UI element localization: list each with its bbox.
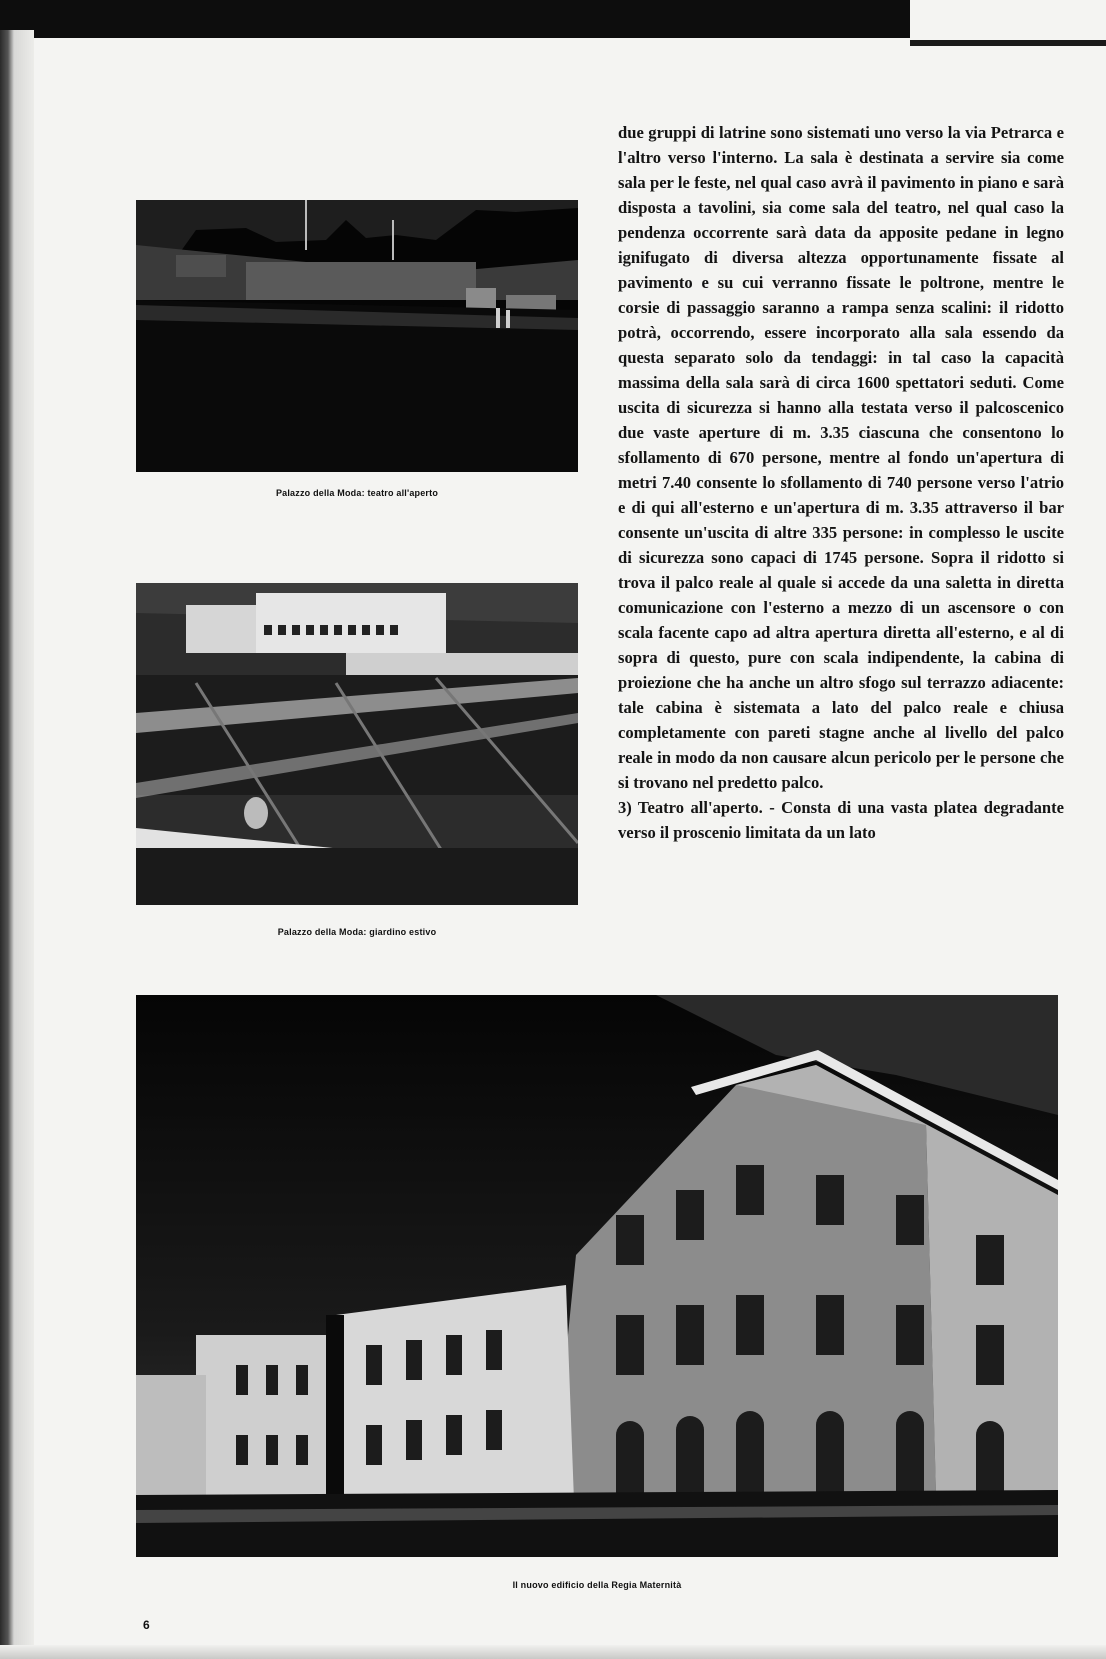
photo-teatro-aperto xyxy=(136,200,578,472)
article-paragraph-2: 3) Teatro all'aperto. - Consta di una vasta platea degradante verso il proscenio limitata da un lato xyxy=(618,798,1064,842)
page-top-border-right xyxy=(910,40,1106,46)
article-text xyxy=(618,120,1064,845)
caption-photo2: Palazzo della Moda: giardino estivo xyxy=(277,927,437,937)
page-bottom-edge xyxy=(0,1645,1106,1659)
page-top-border xyxy=(0,0,910,38)
caption-photo3: Il nuovo edificio della Regia Maternità xyxy=(512,1580,682,1590)
article-paragraph-1: due gruppi di latrine sono sistemati uno verso la via Petrarca e l'altro verso l'interno. La sala è destinata a servire sia come sala per le feste, nel qual caso avrà il pavimento in piano e sarà disposta a tavolini, sia come sala del teatro, nel qual caso la pendenza occorrente sarà data da apposite pedane in legno ignifugato di diversa altezza opportunamente fissate al pavimento e su cui verranno fissate le poltrone, mentre le corsie di passaggio saranno a rampa senza scalini: il ridotto potrà, occorrendo, essere incorporato alla sala essendo da questa separato solo da tendaggi: in tal caso la capacità massima della sala sarà di circa 1600 spettatori seduti. Come uscita di sicurezza si hanno alla testata verso il palcoscenico due vaste aperture di m. 3.35 ciascuna che consentono lo sfollamento di 670 persone, mentre al fondo un'apertura di metri 7.40 consente lo sfollamento di 740 persone verso l'atrio e di qui all'esterno e un'apertura di m. 3.35 attraverso il bar consente un'uscita di altre 335 persone: in complesso le uscite di sicurezza sono capaci di 1745 persone. Sopra il ridotto si trova il palco reale al quale si accede da una saletta in diretta comunicazione con l'esterno a mezzo di un ascensore o con scala facente capo ad altra apertura diretta all'esterno, e al di sopra di questo, pure con scala indipendente, la cabina di proiezione che ha anche un altro sfogo sul terrazzo adiacente: tale cabina è sistemata a lato del palco reale e chiusa completamente con pareti stagne anche al livello del palco reale in modo da non causare alcun pericolo per le persone che si trovano nel predetto palco. xyxy=(618,123,1064,792)
page-left-edge xyxy=(0,30,34,1659)
page-number: 6 xyxy=(143,1618,150,1632)
photo-giardino-estivo xyxy=(136,583,578,905)
photo-regia-maternita xyxy=(136,995,1058,1557)
caption-photo1: Palazzo della Moda: teatro all'aperto xyxy=(275,488,439,498)
